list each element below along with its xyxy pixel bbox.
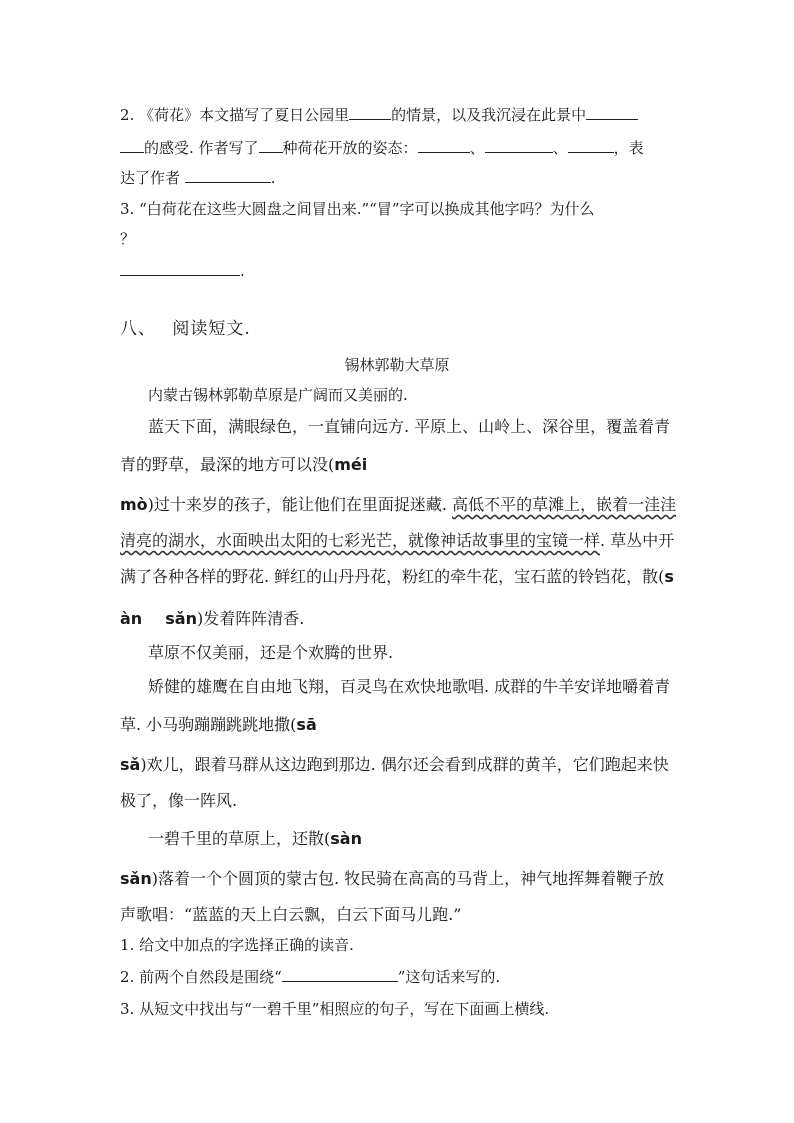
q2-prefix: 2. 《荷花》本文描写了夏日公园里 [120,106,350,124]
paragraph-4-line1: 矫健的雄鹰在自由地飞翔，百灵鸟在欢快地歌唱. 成群的牛羊安详地嚼着青 [148,677,671,696]
paragraph-3: 草原不仅美丽，还是个欢腾的世界. [148,643,394,662]
section-heading [120,314,251,339]
section-number: 八、 [120,319,156,339]
pinyin: sàn [330,829,362,848]
paragraph-4-line4: 极了，像一阵风. [120,791,238,810]
pinyin: s [664,567,674,586]
blank[interactable] [120,260,240,276]
text: )发着阵阵清香. [197,609,305,628]
blank[interactable] [349,104,391,120]
q2-line1 [120,104,638,125]
text: 一碧千里的草原上，还散( [148,829,331,848]
blank[interactable] [185,167,271,183]
paragraph-4-line2 [120,712,317,735]
pinyin: méi [334,455,368,474]
blank[interactable] [259,137,283,153]
question-1: 1. 给文中加点的字选择正确的读音. [120,936,354,954]
paragraph-2-line6 [120,606,304,629]
q2-mid: 的情景，以及我沉浸在此景中 [391,106,587,124]
period: . [270,169,276,187]
passage-title: 锡林郭勒大草原 [344,356,450,374]
paragraph-5-line2 [120,866,664,889]
blank[interactable] [568,137,614,153]
paragraph-2-line1: 蓝天下面，满眼绿色，一直铺向远方. 平原上、山岭上、深谷里，覆盖着青 [148,417,671,436]
paragraph-1: 内蒙古锡林郭勒草原是广阔而又美丽的. [148,386,408,404]
wavy-underlined-text: 清亮的湖水，水面映出太阳的七彩光芒，就像神话故事里的宝镜一样 [120,531,601,550]
q2-text: 的感受. 作者写了 [144,139,259,157]
pinyin: sā [296,715,317,734]
paragraph-5-line3: 声歌唱：“蓝蓝的天上白云飘，白云下面马儿跑.” [120,905,462,924]
section-title: 阅读短文. [172,319,251,339]
question-3: 3. 从短文中找出与“一碧千里”相照应的句子，写在下面画上横线. [120,1000,550,1018]
q3-question-mark: ？ [120,230,136,248]
q3-answer-line [120,260,245,280]
q2-line3 [120,167,276,188]
separator: 、 [469,139,485,157]
pinyin: sǎn [120,869,152,888]
blank[interactable] [586,104,638,120]
text: . 草丛中开 [600,531,675,550]
blank[interactable] [418,137,470,153]
period: . [240,262,245,280]
text: )欢儿，跟着马群从这边跑到那边. 偶尔还会看到成群的黄羊，它们跑起来快 [140,755,669,774]
wavy-underlined-text: 高低不平的草滩上，嵌着一洼洼 [452,495,677,514]
q2-line2 [120,137,644,158]
text: 满了各种各样的野花. 鲜红的山丹丹花，粉红的牵牛花，宝石蓝的铃铛花，散( [120,567,665,586]
q2-text: ，表 [613,139,644,157]
separator: 、 [552,139,568,157]
blank[interactable] [282,966,398,982]
text: )落着一个个圆顶的蒙古包. 牧民骑在高高的马背上，神气地挥舞着鞭子放 [151,869,665,888]
question-2 [120,966,500,987]
text: ”这句话来写的. [397,968,501,986]
paragraph-5-line1 [148,826,362,849]
q3-line1: 3. “白荷花在这些大圆盘之间冒出来.”“冒”字可以换成其他字吗？为什么 [120,200,595,218]
q2-text: 种荷花开放的姿态： [282,139,418,157]
blank[interactable] [485,137,553,153]
pinyin: àn [120,609,143,628]
paragraph-2-line4 [120,528,674,551]
paragraph-4-line3 [120,752,669,775]
q2-text: 达了作者 [120,169,181,187]
pinyin: mò [120,495,148,514]
text: 草. 小马驹蹦蹦跳跳地撒( [120,715,297,734]
paragraph-2-line2 [120,452,367,475]
paragraph-2-line3 [120,492,676,515]
pinyin: sǎ [120,755,141,774]
paragraph-2-line5 [120,564,674,587]
text: )过十来岁的孩子，能让他们在里面捉迷藏. [147,495,453,514]
text: 青的野草，最深的地方可以没( [120,455,335,474]
blank[interactable] [120,137,144,153]
pinyin: sǎn [165,609,197,628]
text: 2. 前两个自然段是围绕“ [120,968,282,986]
